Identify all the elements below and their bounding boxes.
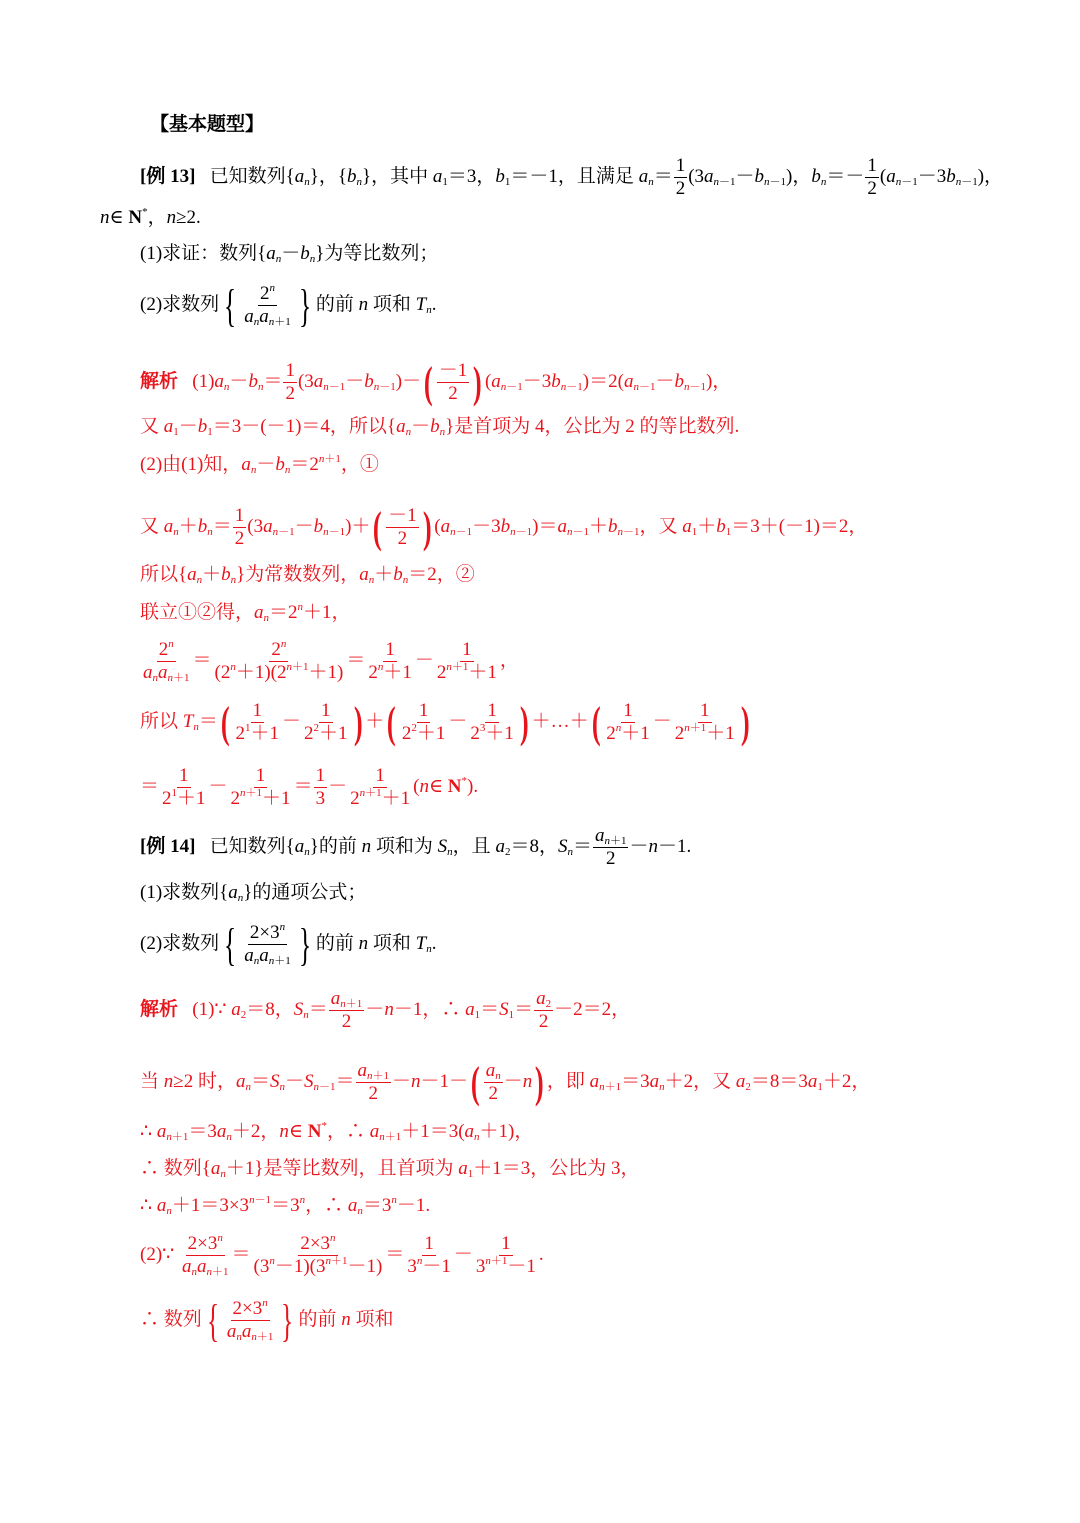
example-14-solution-1: 解析 (1)∵ $a_2=8$，$S_n=$ $\frac{a_{n+1}}{2}$ －n－1，∴ $a_1=S_1=$ $\frac{a_2}{2}$ －2＝2， [140,988,631,1032]
section-title: 【基本题型】 [150,114,265,135]
solution-label: 解析 [140,370,179,392]
example-13-solution-1: 解析 $(1)a_n-b_n=$ $\frac{1}{2}$ $(3a_{n-1}-b_{n-1})-$( $\frac{-1}{2}$ ) $(a_{n-1}-3b_{n-1})=2(a_{n-1}-b_{n-1})$， [140,357,732,407]
example-13-solution-7: $\frac{2^n}{a_na_{n+1}}$ ＝ $\frac{2^n}{(2^n+1)(2^{n+1}+1)}$ ＝ $\frac{1}{2^n+1}$ － $\frac{1}{2^{n+1}+1}$ ， [143,638,519,684]
solution-label: 解析 [140,998,179,1020]
example-13-solution-6: 联立①②得，$a_n=2^n+1$， [140,601,351,624]
example-14-solution-4: ∴ 数列$\{a_n+1\}$是等比数列，且首项为 $a_1+1=3$，公比为 3， [140,1158,640,1180]
example-14-solution-5: ∴ $a_n+1=3\times 3^{n-1}=3^n$，∴ $a_n=3^n-1$. [140,1194,431,1217]
example-14-solution-3: ∴ $a_{n+1}=3a_n+2$，n∈ N*，∴ $a_{n+1}+1=3(a_n+1)$， [140,1120,534,1143]
example-14-intro-line: [例 14] 已知数列$\{a_n\}$的前 n 项和为 $S_n$，且 $a_2=8$，$S_n=$ $\frac{a_{n+1}}{2}$ －n－1. [140,825,692,869]
example-13-tag: [例 13] [140,165,196,187]
example-13-solution-2: 又 $a_1-b_1=3-(-1)=4$，所以$\{a_n-b_n\}$是首项为 4，公比为 2 的等比数列. [140,416,740,438]
example-14-question-1: (1)求数列$\{a_n\}$的通项公式； [140,882,367,904]
example-13-intro-line: [例 13] 已知数列$\{a_n\}$，$\{b_n\}$，其中 $a_1=3$，$b_1=-1$，且满足 $a_n=$ $\frac{1}{2}$ $(3a_{n-1}-b_{n-1})$，$b_n=-$ $\frac{1}{2}$ $(a_{n-1}-3b_{n-1})$， [140,155,1004,199]
example-13-question-2: (2)求数列 { $\frac{2^n}{a_na_{n+1}}$ } 的前 n 项和 $T_n$. [140,279,437,331]
example-14-solution-6: (2)∵ $\frac{2\times 3^n}{a_na_{n+1}}$ ＝ $\frac{2\times 3^n}{(3^n-1)(3^{n+1}-1)}$ ＝ $\frac{1}{3^n-1}$ － $\frac{1}{3^{n+1}-1}$ . [140,1232,544,1278]
example-14-tag: [例 14] [140,835,196,857]
example-13-solution-5: 所以$\{a_n+b_n\}$为常数数列，$a_n+b_n=2$，② [140,564,475,586]
example-13-condition: n∈ N*，n≥2. [100,206,201,228]
example-14-solution-2: 当 n≥2 时，$a_n=S_n-S_{n-1}=$ $\frac{a_{n+1}}{2}$ －n－1－( $\frac{a_n}{2}$ －n) ，即 $a_{n+1}=3a_n+2$，又 $a_2=8=3a_1+2$， [140,1057,871,1107]
example-13-question-1: (1)求证：数列$\{a_n-b_n\}$为等比数列； [140,243,439,265]
example-13-solution-8: 所以 $T_n=$( $\frac{1}{2^1+1}$ － $\frac{1}{2^2+1}$ ) ＋( $\frac{1}{2^2+1}$ － $\frac{1}{2^3+1}$ ) ＋…＋( $\frac{1}{2^n+1}$ － $\frac{1}{2^{n+1}+1}$ ) [140,697,750,747]
example-13-solution-9: ＝ $\frac{1}{2^1+1}$ － $\frac{1}{2^{n+1}+1}$ ＝ $\frac{1}{3}$ － $\frac{1}{2^{n+1}+1}$ (n∈ N*). [140,765,479,809]
example-13-solution-4: 又 $a_n+b_n=$ $\frac{1}{2}$ $(3a_{n-1}-b_{n-1})+$( $\frac{-1}{2}$ ) $(a_{n-1}-3b_{n-1})=a_{n-1}+b_{n-1}$，又 $a_1+b_1=3+(-1)=2$， [140,502,868,552]
example-13-solution-3: (2)由(1)知，$a_n-b_n=2^{n+1}$，① [140,453,379,476]
example-14-solution-7: ∴ 数列 { $\frac{2\times 3^n}{a_na_{n+1}}$ } 的前 n 项和 [140,1294,394,1346]
example-14-question-2: (2)求数列 { $\frac{2\times 3^n}{a_na_{n+1}}$ } 的前 n 项和 $T_n$. [140,918,437,970]
